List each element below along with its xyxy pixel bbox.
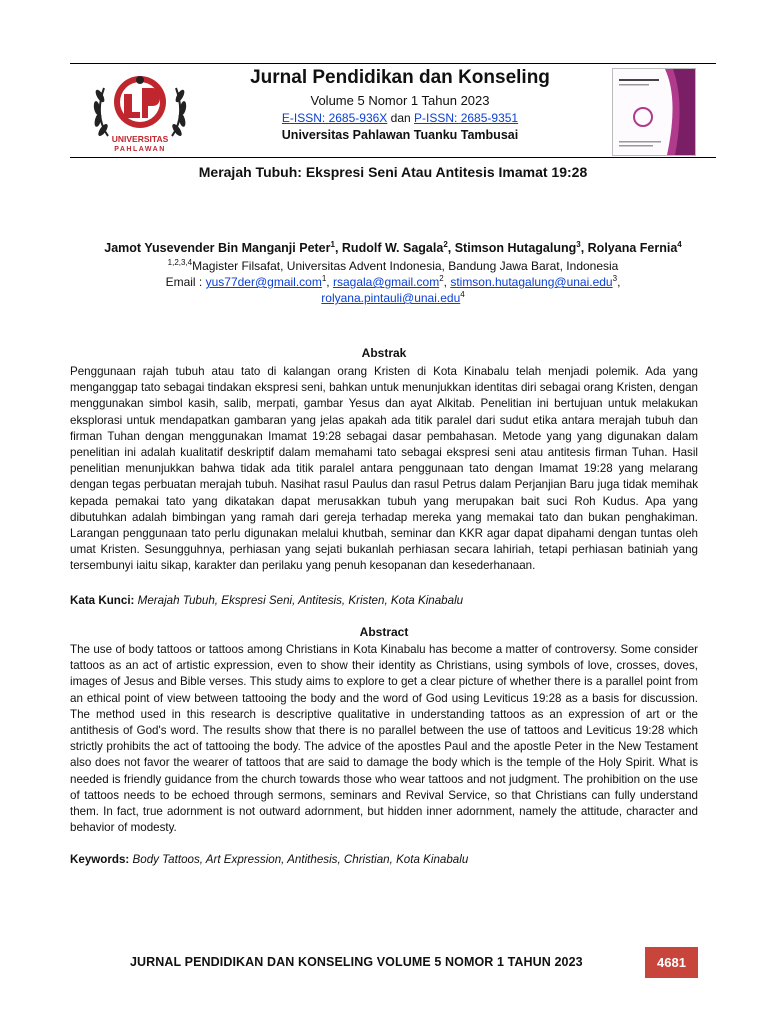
logo-text-1: UNIVERSITAS (111, 134, 169, 144)
email-link[interactable]: rsagala@gmail.com (332, 275, 440, 289)
affiliation-sup: 1,2,3,4 (167, 258, 193, 267)
journal-header (200, 66, 600, 144)
logo-text-2: PAHLAWAN (114, 146, 166, 153)
author-sup: 4 (677, 239, 682, 249)
affiliation-text: Magister Filsafat, Universitas Advent Indonesia, Bandung Jawa Barat, Indonesia (192, 259, 619, 273)
abstract-body: The use of body tattoos or tattoos among Christians in Kota Kinabalu has become a matter of controversy. Some consider tattoos as an act of artistic expression, even to show their identity as Christians, using symbols of love, crosses, doves, images of Jesus and Bible verses. This study aims to explore to get a clear picture of whether there is a parallel point from an ethical point of view between tattooing the body and the word of God using Leviticus 19:28 as a basis for discussion. The method used in this research is descriptive qualitative in understanding tattoos as an expression of art or the antithesis of God's word. The results show that there is no parallel between the use of tattoos and Leviticus 19:28 which strictly prohibits the act of tattooing the body. The advice of the apostles Paul and the apostle Peter in the New Testament also does not favor the wearer of tattoos that are said to damage the body which is the temple of the Holy Spirit. What is needed is friendly guidance from the church towards those who wear tattoos and not judgment. The prohibition on the use of tattoos needs to be echoed through sermons, seminars and Revival Service, so that Christians can fully understand them. In fact, true adornment is not outward adornment, but hidden inner adornment, namely the attitude, character and behavior of modesty. (70, 643, 698, 835)
author-list: Jamot Yusevender Bin Manganji Peter$^1$, Rudolf W. Sagala$^2$, Stimson Hutagalung$^3$, Rolyana Fernia$^4$ (104, 239, 682, 255)
keywords-label: Keywords: (70, 853, 130, 866)
email-link[interactable]: rolyana.pintauli@unai.edu (321, 291, 461, 305)
email-link[interactable]: yus77der@gmail.com (205, 275, 322, 289)
journal-volume: Volume 5 Nomor 1 Tahun 2023 (310, 93, 490, 108)
journal-title: Jurnal Pendidikan dan Konseling (250, 67, 550, 88)
eissn-link[interactable]: E-ISSN: 2685-936X (281, 111, 388, 125)
author-name: Rudolf W. Sagala (341, 241, 444, 255)
university-logo (88, 66, 192, 156)
header-top-rule (70, 63, 716, 64)
email-sup: 1 (321, 274, 327, 283)
footer-journal-line: JURNAL PENDIDIKAN DAN KONSELING VOLUME 5 NOMOR 1 TAHUN 2023 (130, 955, 583, 969)
email-sup: 4 (460, 290, 465, 299)
pissn-link[interactable]: P-ISSN: 2685-9351 (414, 111, 519, 125)
abstract-heading: Abstract (359, 625, 409, 639)
author-name: Stimson Hutagalung (454, 241, 577, 255)
email-label: Email : (165, 275, 203, 289)
keywords-label: Kata Kunci: (70, 594, 135, 607)
journal-cover-thumbnail (612, 68, 696, 156)
author-name: Jamot Yusevender Bin Manganji Peter (104, 241, 331, 255)
abstrak-heading: Abstrak (361, 346, 407, 360)
keywords-text: Body Tattoos, Art Expression, Antithesis, Christian, Kota Kinabalu (132, 853, 469, 866)
abstract-keywords (70, 852, 698, 868)
issn-separator: dan (390, 111, 411, 125)
email-sup: 3 (612, 274, 618, 283)
author-name: Rolyana Fernia (587, 241, 678, 255)
article-title: Merajah Tubuh: Ekspresi Seni Atau Antitesis Imamat 19:28 (198, 164, 588, 180)
abstrak-body: Penggunaan rajah tubuh atau tato di kalangan orang Kristen di Kota Kinabalu telah menjadi polemik. Ada yang menganggap tato sebagai tindakan ekspresi seni, bahkan untuk menunjukkan identitas diri sebagai orang Kristen, dengan menggunakan simbol kasih, salib, merpati, gambar Yesus dan ayat Alkitab. Penelitian ini bertujuan untuk melakukan eksplorasi untuk mendapatkan gambaran yang jelas apakah ada titik paralel dari sudut etika antara merajah tubuh dan firman Tuhan dengan menggunakan Imamat 19:28 sebagai dasar pembahasan. Metode yang yang digunakan dalam penelitian ini adalah kualitatif deskriptif dalam memahami tato sebagai ekspresi seni atau antitesis firman Tuhan. Hasil penelitian menunjukkan bahwa tidak ada titik paralel antara penggunaan tato dengan Imamat 19:28 yang melarang dengan tegas perbuatan merajah tubuh. Nasihat rasul Paulus dan rasul Petrus dalam Perjanjian Baru juga tidak memihak kepada pemakai tato yang dikatakan dapat merusakkan tubuh yang merupakan bait suci Roh Kudus. Apa yang dibutuhkan adalah bimbingan yang ramah dari gereja terhadap mereka yang memakai tato dan bukan penghakiman. Larangan penggunaan tato perlu digunakan melalui khutbah, seminar dan KKR agar dapat dipahami dengan tuntas oleh umat Kristen. Sesungguhnya, perhiasan yang sejati bukanlah perhiasan secara lahiriah, tetapi perhiasan batiniah yang tersembunyi iaitu sikap, karakter dan perilaku yang penuh kesopanan dan kesederhanaan. (70, 365, 698, 573)
author-sup: 3 (576, 239, 581, 249)
email-link[interactable]: stimson.hutagalung@unai.edu (450, 275, 613, 289)
author-sup: 2 (443, 239, 448, 249)
affiliation (70, 258, 716, 274)
page-number-badge: 4681 (645, 947, 698, 978)
email-sup: 2 (439, 274, 444, 283)
keywords-text: Merajah Tubuh, Ekspresi Seni, Antitesis, Kristen, Kota Kinabalu (137, 594, 464, 607)
email-block: Email : yus77der@gmail.com$^1$, rsagala@gmail.com$^2$, stimson.hutagalung@unai.edu$^3$, rolyana.pintauli@unai.edu$^4$ (165, 274, 621, 305)
issn-line (200, 110, 600, 126)
header-bottom-rule (70, 157, 716, 158)
abstrak-keywords (70, 593, 698, 609)
author-sup: 1 (330, 239, 335, 249)
university-name: Universitas Pahlawan Tuanku Tambusai (281, 128, 519, 142)
